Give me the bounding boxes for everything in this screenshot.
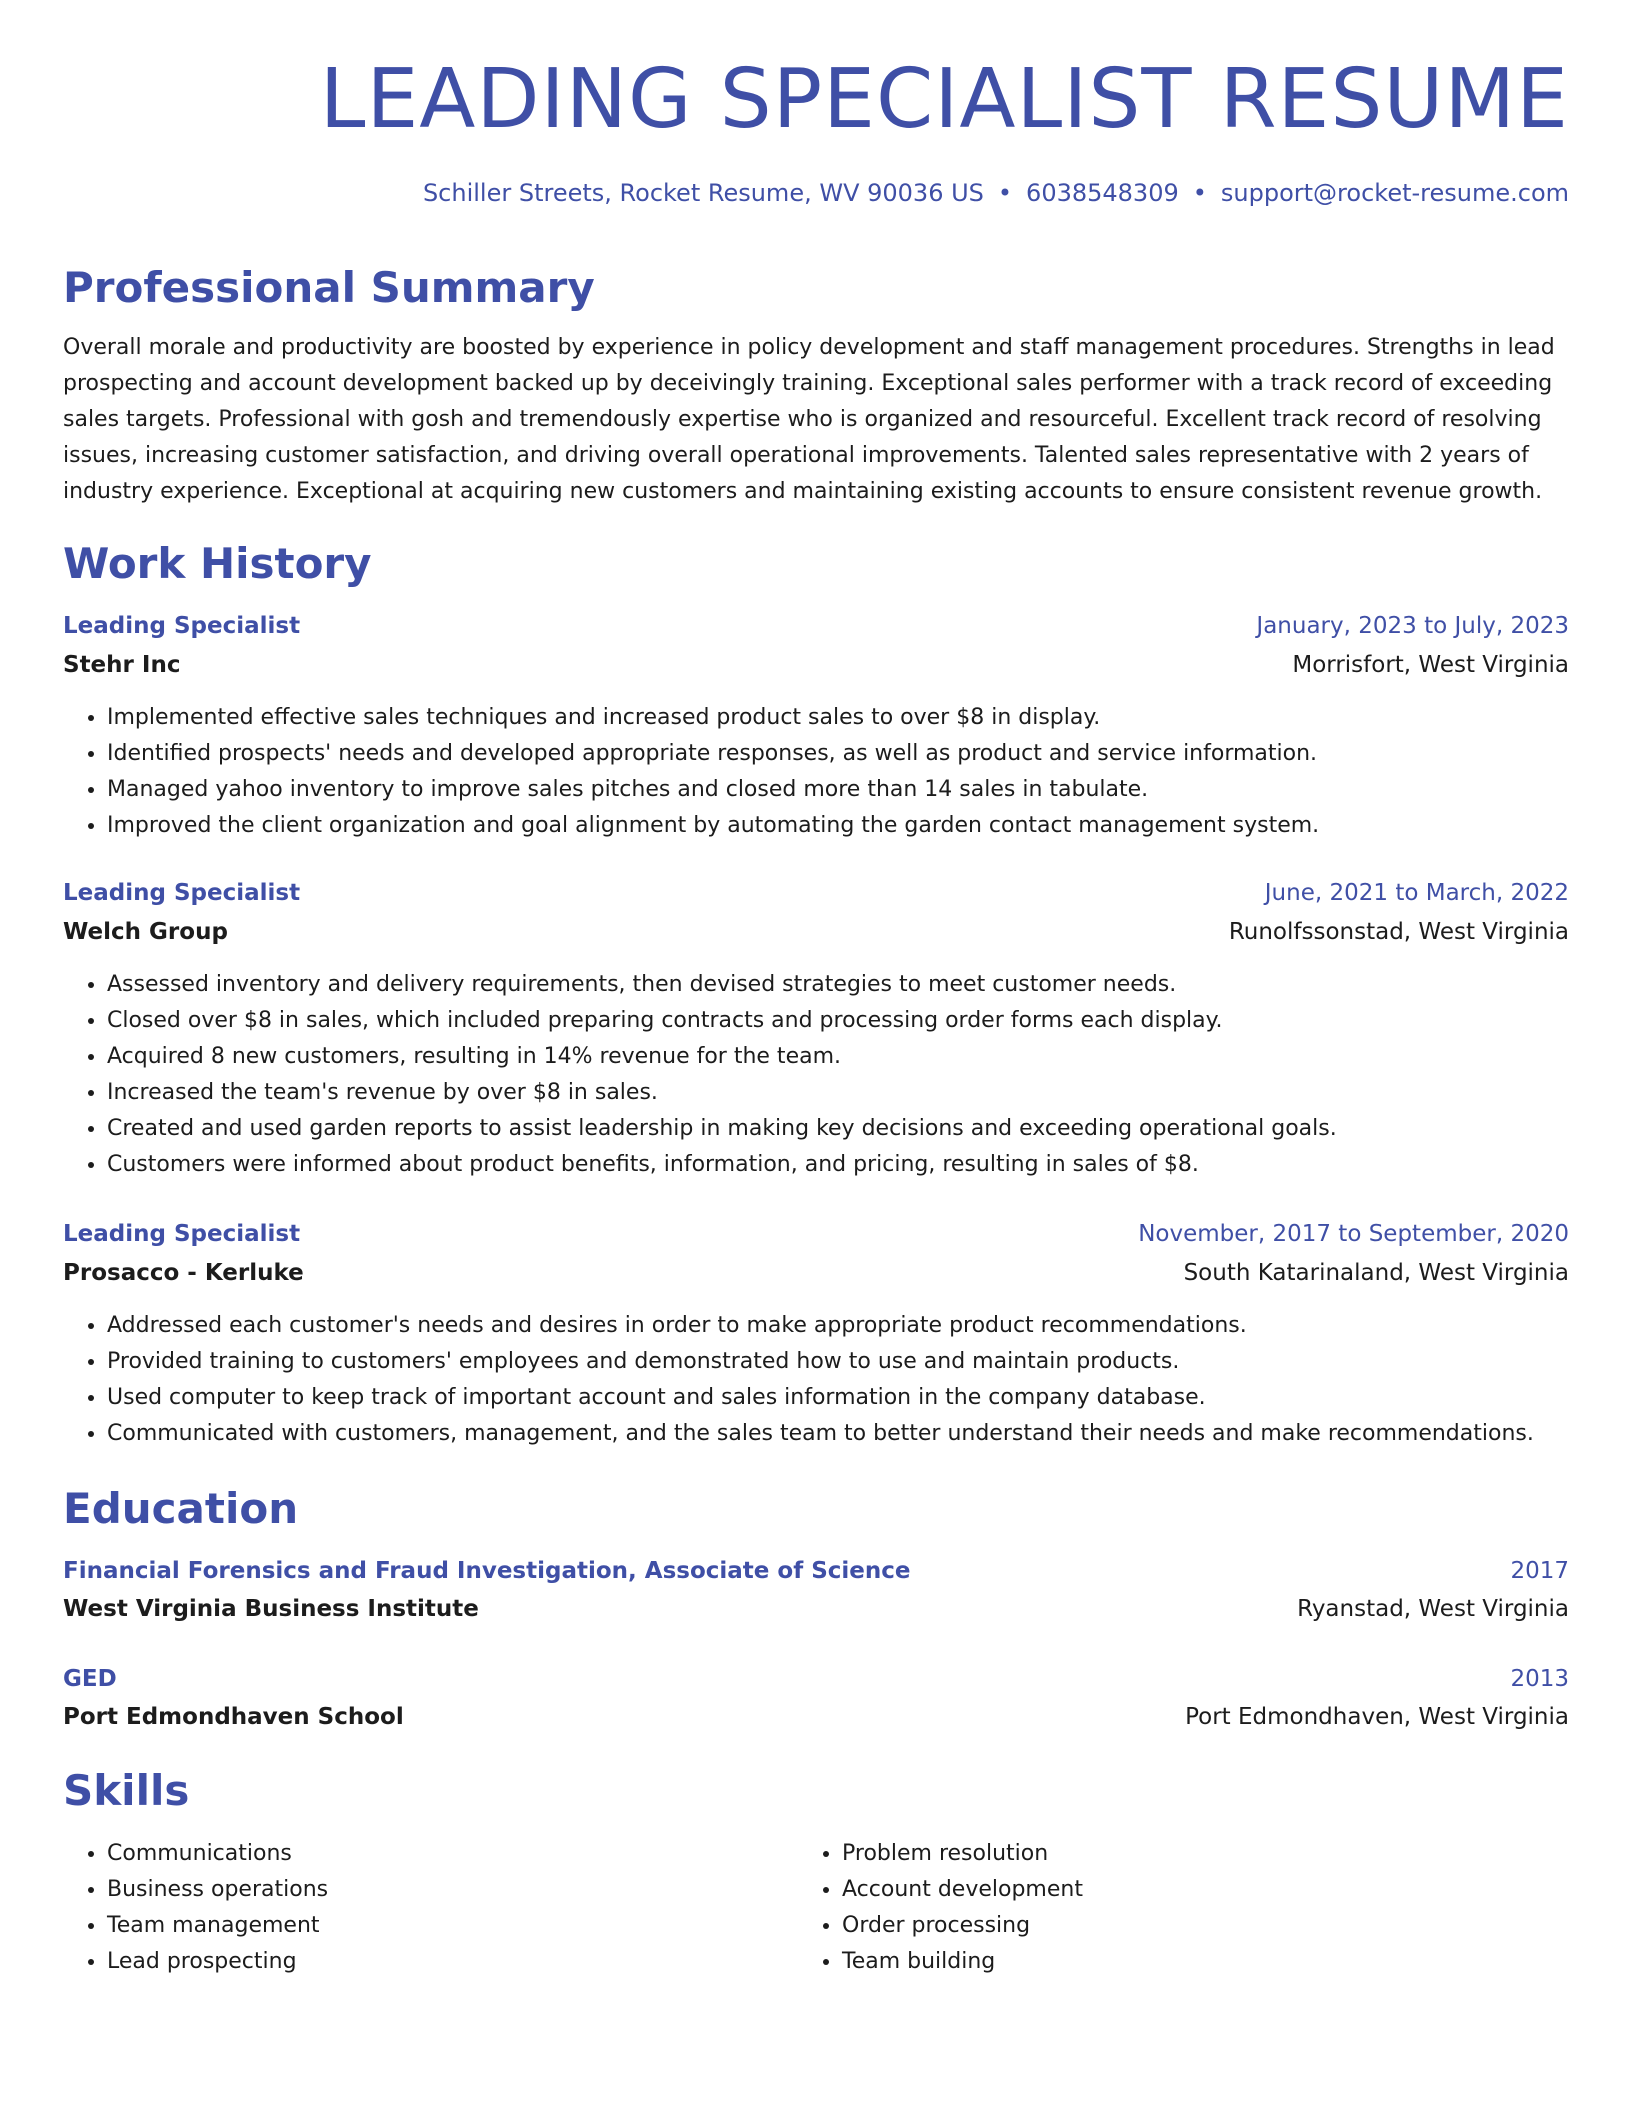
skills-list-right [798, 1836, 1083, 1980]
job-bullets [63, 1308, 1569, 1452]
education-year: 2013 [1510, 1666, 1569, 1692]
education-header-row [63, 1663, 1569, 1695]
resume-header [63, 0, 1569, 148]
education-header-row [63, 1555, 1569, 1587]
education-degree: Financial Forensics and Fraud Investigation, Associate of Science [63, 1558, 911, 1584]
list-item: • Improved the client organization and goal alignment by automating the garden contact management system. [107, 808, 1569, 844]
contact-line [423, 176, 1569, 210]
job-header-row [63, 610, 1569, 642]
skill-item: • Account development [842, 1872, 1083, 1908]
list-item: • Implemented effective sales techniques and increased product sales to over $8 in display. [107, 700, 1569, 736]
education-degree: GED [63, 1666, 117, 1692]
contact-email[interactable]: support@rocket-resume.com [1220, 179, 1569, 207]
list-item: • Created and used garden reports to assist leadership in making key decisions and exceeding operational goals. [107, 1111, 1569, 1147]
job-bullets [63, 700, 1569, 844]
education-school: West Virginia Business Institute [63, 1596, 479, 1622]
skills-list-left [63, 1836, 328, 1980]
list-item: • Closed over $8 in sales, which included preparing contracts and processing order forms each display. [107, 1003, 1569, 1039]
skill-item: • Lead prospecting [107, 1944, 328, 1980]
job-company: Stehr Inc [63, 652, 181, 678]
list-item: • Increased the team's revenue by over $8 in sales. [107, 1075, 1569, 1111]
list-item: • Customers were informed about product benefits, information, and pricing, resulting in sales of $8. [107, 1147, 1569, 1183]
job-header-row [63, 1218, 1569, 1250]
list-item: • Provided training to customers' employees and demonstrated how to use and maintain products. [107, 1344, 1569, 1380]
education-location: Port Edmondhaven, West Virginia [1185, 1704, 1569, 1730]
skill-item: • Order processing [842, 1908, 1083, 1944]
list-item: • Addressed each customer's needs and desires in order to make appropriate product recommendations. [107, 1308, 1569, 1344]
work-history-heading: Work History [63, 539, 372, 588]
job-company-row [63, 916, 1569, 948]
contact-address: Schiller Streets, Rocket Resume, WV 90036 US [422, 179, 984, 207]
job-dates: January, 2023 to July, 2023 [1256, 613, 1569, 639]
job-location: South Katarinaland, West Virginia [1183, 1260, 1569, 1286]
job-company: Welch Group [63, 919, 228, 945]
job-location: Runolfssonstad, West Virginia [1228, 919, 1569, 945]
skill-item: • Problem resolution [842, 1836, 1083, 1872]
job-dates: November, 2017 to September, 2020 [1138, 1221, 1569, 1247]
education-school-row [63, 1701, 1569, 1733]
job-bullets [63, 967, 1569, 1183]
job-header-row [63, 877, 1569, 909]
education-heading: Education [63, 1484, 299, 1533]
job-location: Morrisfort, West Virginia [1292, 652, 1569, 678]
job-company-row [63, 1257, 1569, 1289]
summary-text: Overall morale and productivity are boosted by experience in policy development and staff management procedures. Strengths in lead prospecting and account development backed up by deceivingly training. Exceptional sales performer with a track record of exceeding sales targets. Professional with gosh and tremendously expertise who is organized and resourceful. Excellent track record of resolving issues, increasing customer satisfaction, and driving overall operational improvements. Talented sales representative with 2 years of industry experience. Exceptional at acquiring new customers and maintaining existing accounts to ensure consistent revenue growth. [63, 335, 1555, 504]
education-school: Port Edmondhaven School [63, 1704, 404, 1730]
job-company-row [63, 649, 1569, 681]
list-item: • Managed yahoo inventory to improve sales pitches and closed more than 14 sales in tabulate. [107, 772, 1569, 808]
skills-heading: Skills [63, 1766, 190, 1815]
contact-separator: • [1192, 179, 1207, 207]
list-item: • Assessed inventory and delivery requirements, then devised strategies to meet customer needs. [107, 967, 1569, 1003]
contact-phone: 6038548309 [1026, 179, 1179, 207]
contact-separator: • [997, 179, 1013, 207]
job-role: Leading Specialist [63, 1221, 301, 1247]
skill-item: • Team building [842, 1944, 1083, 1980]
list-item: • Used computer to keep track of important account and sales information in the company database. [107, 1380, 1569, 1416]
job-role: Leading Specialist [63, 613, 301, 639]
list-item: • Communicated with customers, management, and the sales team to better understand their needs and make recommendations. [107, 1416, 1569, 1452]
summary-heading: Professional Summary [63, 263, 595, 312]
list-item: • Acquired 8 new customers, resulting in 14% revenue for the team. [107, 1039, 1569, 1075]
education-school-row [63, 1593, 1569, 1625]
education-year: 2017 [1510, 1558, 1569, 1584]
skill-item: • Team management [107, 1908, 328, 1944]
resume-title: LEADING SPECIALIST RESUME [319, 52, 1569, 147]
skill-item: • Communications [107, 1836, 328, 1872]
job-company: Prosacco - Kerluke [63, 1260, 304, 1286]
job-role: Leading Specialist [63, 880, 301, 906]
job-dates: June, 2021 to March, 2022 [1264, 880, 1569, 906]
list-item: • Identified prospects' needs and developed appropriate responses, as well as product and service information. [107, 736, 1569, 772]
skill-item: • Business operations [107, 1872, 328, 1908]
education-location: Ryanstad, West Virginia [1297, 1596, 1569, 1622]
